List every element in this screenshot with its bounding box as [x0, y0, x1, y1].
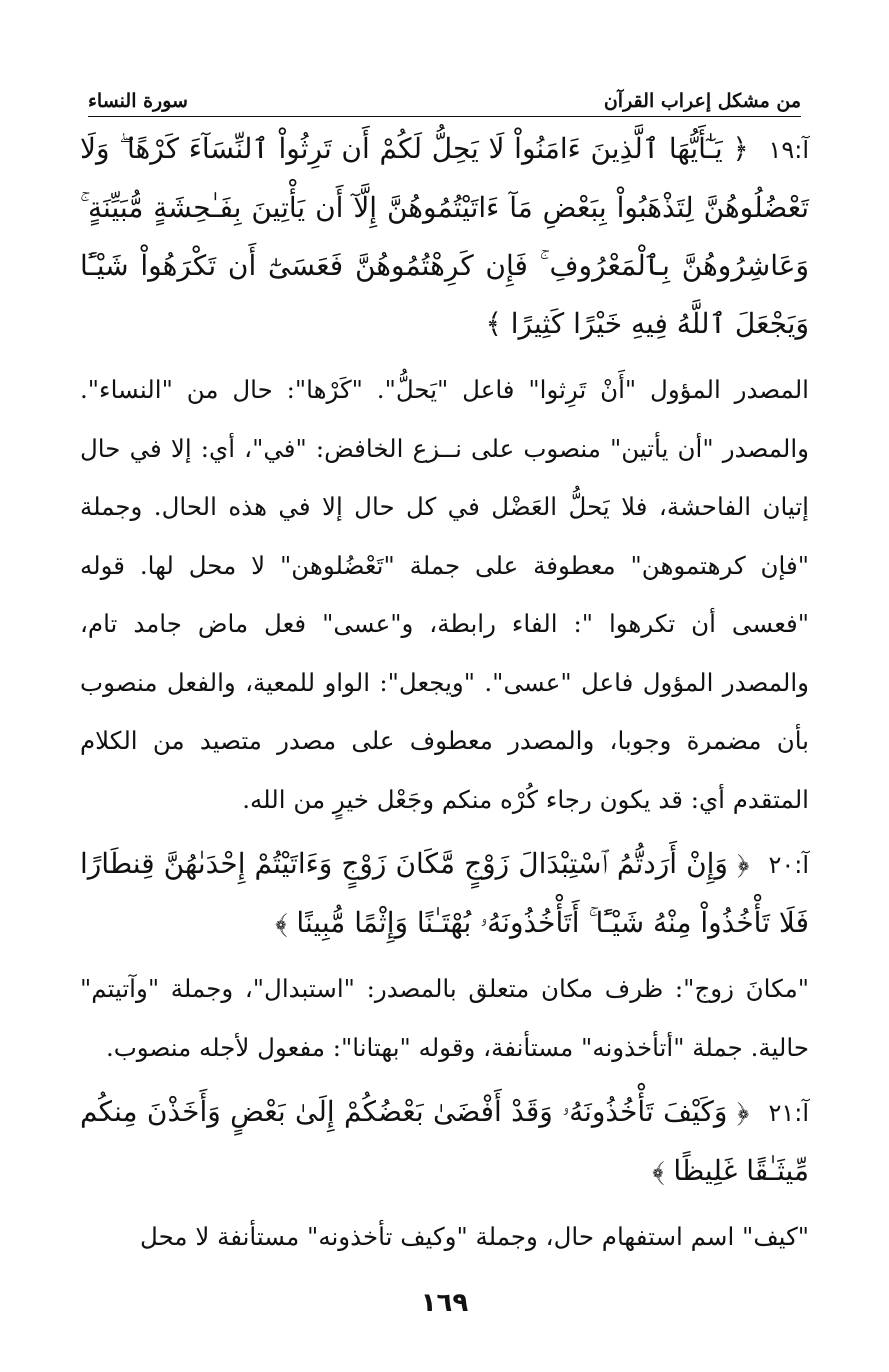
verse-text: ﴿ يَـٰٓأَيُّهَا ٱلَّذِينَ ءَامَنُواْ لَا يَحِلُّ لَكُمْ أَن تَرِثُواْ ٱلنِّسَآءَ كَرْهًا ۖ وَلَا تَعْضُلُوهُنَّ لِتَذْهَبُواْ بِبَعْضِ مَآ ءَاتَيْتُمُوهُنَّ إِلَّآ أَن يَأْتِينَ بِفَـٰحِشَةٍ مُّبَيِّنَةٍ ۚ وَعَاشِرُوهُنَّ بِٱلْمَعْرُوفِ ۚ فَإِن كَرِهْتُمُوهُنَّ فَعَسَىٰٓ أَن تَكْرَهُواْ شَيْـًٔا وَيَجْعَلَ ٱللَّهُ فِيهِ خَيْرًا كَثِيرًا ﴾	[80, 132, 809, 340]
commentary-paragraph: "مكانَ زوج": ظرف مكان متعلق بالمصدر: "استبدال"، وجملة "وآتيتم" حالية. جملة "أتأخذونه" مستأنفة، وقوله "بهتانا": مفعول لأجله منصوب.	[80, 974, 809, 1062]
verse-ref: آ:١٩	[768, 136, 809, 164]
verse-ref: آ:٢٠	[768, 851, 809, 879]
verse-21	[80, 1083, 809, 1200]
verse-20	[80, 835, 809, 952]
running-header	[88, 84, 801, 112]
commentary-paragraph: "كيف" اسم استفهام حال، وجملة "وكيف تأخذونه" مستأنفة لا محل	[140, 1222, 809, 1251]
book-title: من مشكل إعراب القرآن	[603, 90, 801, 112]
header-rule	[88, 116, 801, 117]
page-number: ١٦٩	[420, 1288, 469, 1318]
verse-text: ﴿ وَكَيْفَ تَأْخُذُونَهُۥ وَقَدْ أَفْضَىٰ بَعْضُكُمْ إِلَىٰ بَعْضٍ وَأَخَذْنَ مِنكُم مِّيثَـٰقًا غَلِيظًا ﴾	[80, 1095, 809, 1187]
verse-ref: آ:٢١	[768, 1099, 809, 1127]
verse-text: ﴿ وَإِنْ أَرَدتُّمُ ٱسْتِبْدَالَ زَوْجٍ مَّكَانَ زَوْجٍ وَءَاتَيْتُمْ إِحْدَىٰهُنَّ قِنطَارًا فَلَا تَأْخُذُواْ مِنْهُ شَيْـًٔا ۚ أَتَأْخُذُونَهُۥ بُهْتَـٰنًا وَإِثْمًا مُّبِينًا ﴾	[80, 847, 809, 939]
page-body	[80, 120, 809, 1273]
surah-name: سورة النساء	[88, 90, 188, 112]
verse-19	[80, 120, 809, 353]
commentary-paragraph: المصدر المؤول "أَنْ تَرِثوا" فاعل "يَحلُّ". "كَرْها": حال من "النساء". والمصدر "أن يأتين" منصوب على نــزع الخافض: "في"، أي: إلا في حال إتيان الفاحشة، فلا يَحلُّ العَضْل في كل حال إلا في هذه الحال. وجملة "فإن كرهتموهن" معطوفة على جملة "تَعْضُلوهن" لا محل لها. قوله "فعسى أن تكرهوا ": الفاء رابطة، و"عسى" فعل ماض جامد تام، والمصدر المؤول فاعل "عسى". "ويجعل": الواو للمعية، والفعل منصوب بأن مضمرة وجوبا، والمصدر معطوف على مصدر متصيد من الكلام المتقدم أي: قد يكون رجاء كُرْه منكم وجَعْل خيرٍ من الله.	[80, 375, 809, 814]
